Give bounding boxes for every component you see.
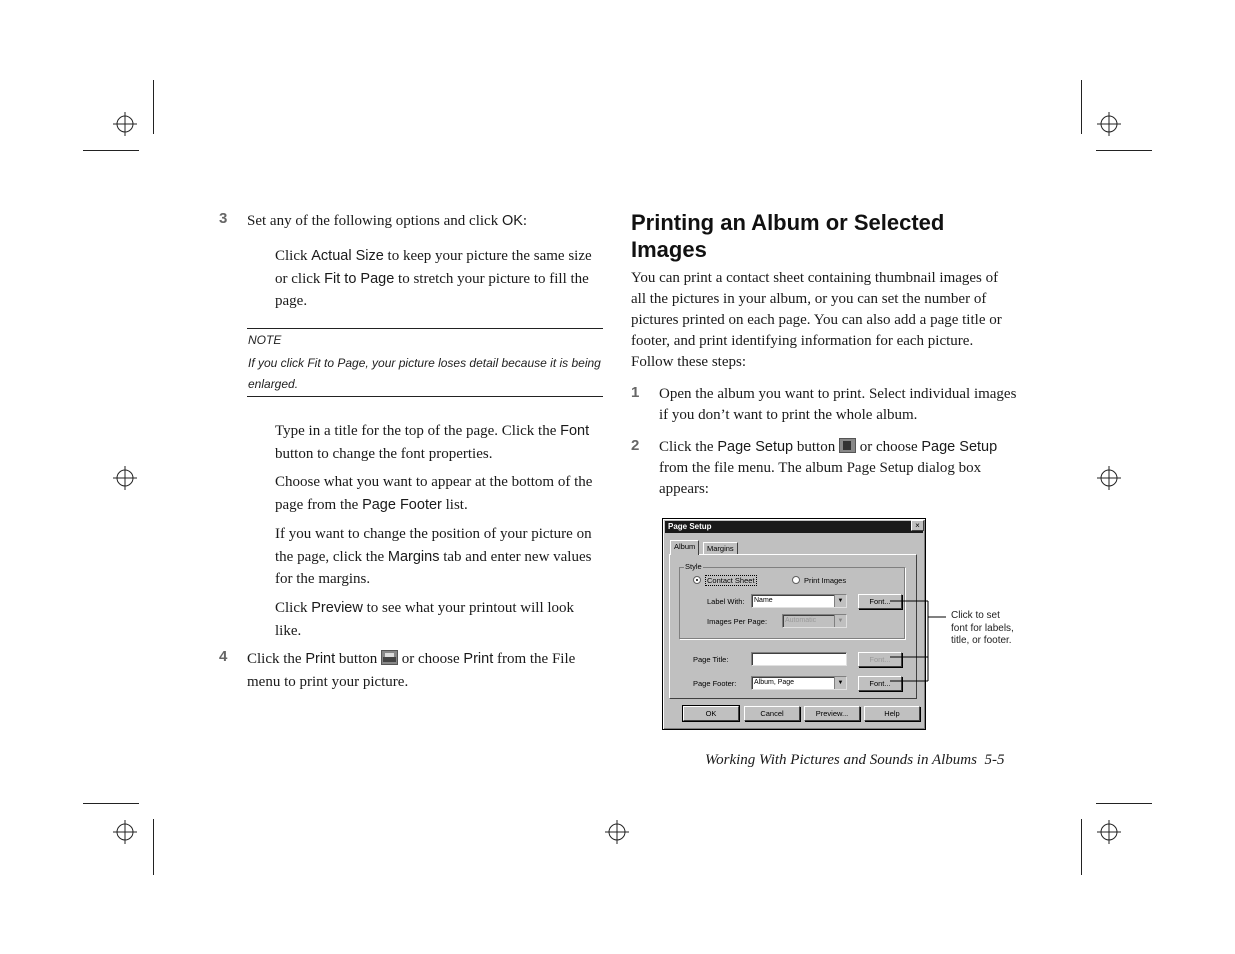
label-with-label: Label With: bbox=[707, 597, 745, 606]
note-text: If you click Fit to Page, your picture loses detail because it is being enlarged. bbox=[248, 356, 601, 391]
step1-text: Open the album you want to print. Select individual images if you don’t want to print the whole album. bbox=[659, 386, 1017, 423]
ui-term: Print bbox=[305, 651, 336, 667]
ui-term: Fit to Page bbox=[324, 270, 395, 287]
paragraph: If you want to change the position of your picture on the page, click the Margins tab and enter new values for the margins. bbox=[275, 526, 592, 587]
help-button[interactable]: Help bbox=[864, 706, 920, 721]
contact-sheet-radio[interactable] bbox=[693, 576, 701, 584]
close-icon[interactable]: × bbox=[911, 520, 924, 531]
callout-lines bbox=[890, 595, 950, 685]
ui-term: Preview bbox=[311, 600, 363, 616]
label-font-button[interactable]: Font... bbox=[858, 594, 902, 609]
step3-intro: Set any of the following options and click OK: bbox=[247, 213, 528, 229]
registration-mark-icon bbox=[1097, 466, 1121, 490]
registration-mark-icon bbox=[113, 112, 137, 136]
page-setup-dialog bbox=[662, 518, 926, 730]
contact-sheet-label: Contact Sheet bbox=[707, 576, 755, 585]
page-footer-label: Page Footer: bbox=[693, 679, 737, 688]
cancel-button[interactable]: Cancel bbox=[744, 706, 800, 721]
ui-term: Font bbox=[560, 423, 590, 439]
note-box bbox=[247, 328, 603, 397]
tab-album[interactable]: Album bbox=[670, 540, 699, 555]
page-title-input[interactable] bbox=[751, 652, 847, 666]
label-with-select[interactable]: Name ▼ bbox=[751, 594, 847, 608]
images-per-page-label: Images Per Page: bbox=[707, 617, 768, 626]
ui-term: Page Setup bbox=[717, 439, 794, 455]
chevron-down-icon[interactable]: ▼ bbox=[834, 615, 846, 627]
preview-button[interactable]: Preview... bbox=[804, 706, 860, 721]
tab-panel bbox=[669, 554, 917, 699]
page-footer: Working With Pictures and Sounds in Albums 5-5 bbox=[705, 752, 1005, 768]
registration-mark-icon bbox=[605, 820, 629, 844]
registration-mark-icon bbox=[1097, 112, 1121, 136]
registration-mark-icon bbox=[113, 820, 137, 844]
step-number: 2 bbox=[631, 437, 640, 454]
ui-term: Print bbox=[463, 651, 494, 667]
ok-button[interactable]: OK bbox=[683, 706, 739, 721]
images-per-page-select[interactable]: Automatic ▼ bbox=[782, 614, 847, 628]
print-images-label: Print Images bbox=[804, 576, 847, 585]
paragraph: Type in a title for the top of the page. Click the Font button to change the font properties. bbox=[275, 423, 590, 462]
ui-term: OK bbox=[501, 213, 523, 229]
page-title-label: Page Title: bbox=[693, 655, 729, 664]
registration-mark-icon bbox=[113, 466, 137, 490]
tab-margins[interactable]: Margins bbox=[703, 542, 738, 555]
note-label: NOTE bbox=[248, 333, 282, 347]
title-font-button[interactable]: Font... bbox=[858, 652, 902, 667]
step2-text: Click the Page Setup button or choose Page Setup from the file menu. The album Page Setup dialog box appears: bbox=[659, 439, 998, 497]
page-setup-icon bbox=[839, 438, 856, 453]
step-number: 1 bbox=[631, 384, 640, 401]
chevron-down-icon[interactable]: ▼ bbox=[834, 595, 846, 607]
step-number: 3 bbox=[219, 210, 228, 227]
footer-font-button[interactable]: Font... bbox=[858, 676, 902, 691]
step4-text: Click the Print button or choose Print from the File menu to print your picture. bbox=[247, 651, 576, 690]
chevron-down-icon[interactable]: ▼ bbox=[834, 677, 846, 689]
style-group-label: Style bbox=[685, 562, 702, 571]
ui-term: Actual Size bbox=[311, 248, 384, 264]
paragraph: Click Actual Size to keep your picture the same size or click Fit to Page to stretch your picture to fill the page. bbox=[275, 248, 592, 309]
paragraph: Choose what you want to appear at the bottom of the page from the Page Footer list. bbox=[275, 474, 593, 513]
print-images-radio[interactable] bbox=[792, 576, 800, 584]
ui-term: Page Footer bbox=[362, 496, 442, 513]
printer-icon bbox=[381, 650, 398, 665]
section-intro: You can print a contact sheet containing thumbnail images of all the pictures in your album, or you can set the number of pictures printed on each page. You can also add a page title or footer, and print identifying information for each picture. Follow these steps: bbox=[631, 270, 1002, 370]
page-footer-select[interactable]: Album, Page ▼ bbox=[751, 676, 847, 690]
step-number: 4 bbox=[219, 648, 228, 665]
registration-mark-icon bbox=[1097, 820, 1121, 844]
dialog-title: Page Setup bbox=[665, 521, 923, 533]
ui-term: Page Setup bbox=[921, 439, 998, 455]
ui-term: Margins bbox=[387, 548, 440, 565]
callout-text: Click to set font for labels, title, or footer. bbox=[951, 610, 1014, 646]
page-number: 5-5 bbox=[984, 752, 1005, 768]
paragraph: Click Preview to see what your printout will look like. bbox=[275, 600, 575, 639]
section-heading: Printing an Album or Selected Images bbox=[631, 210, 945, 262]
